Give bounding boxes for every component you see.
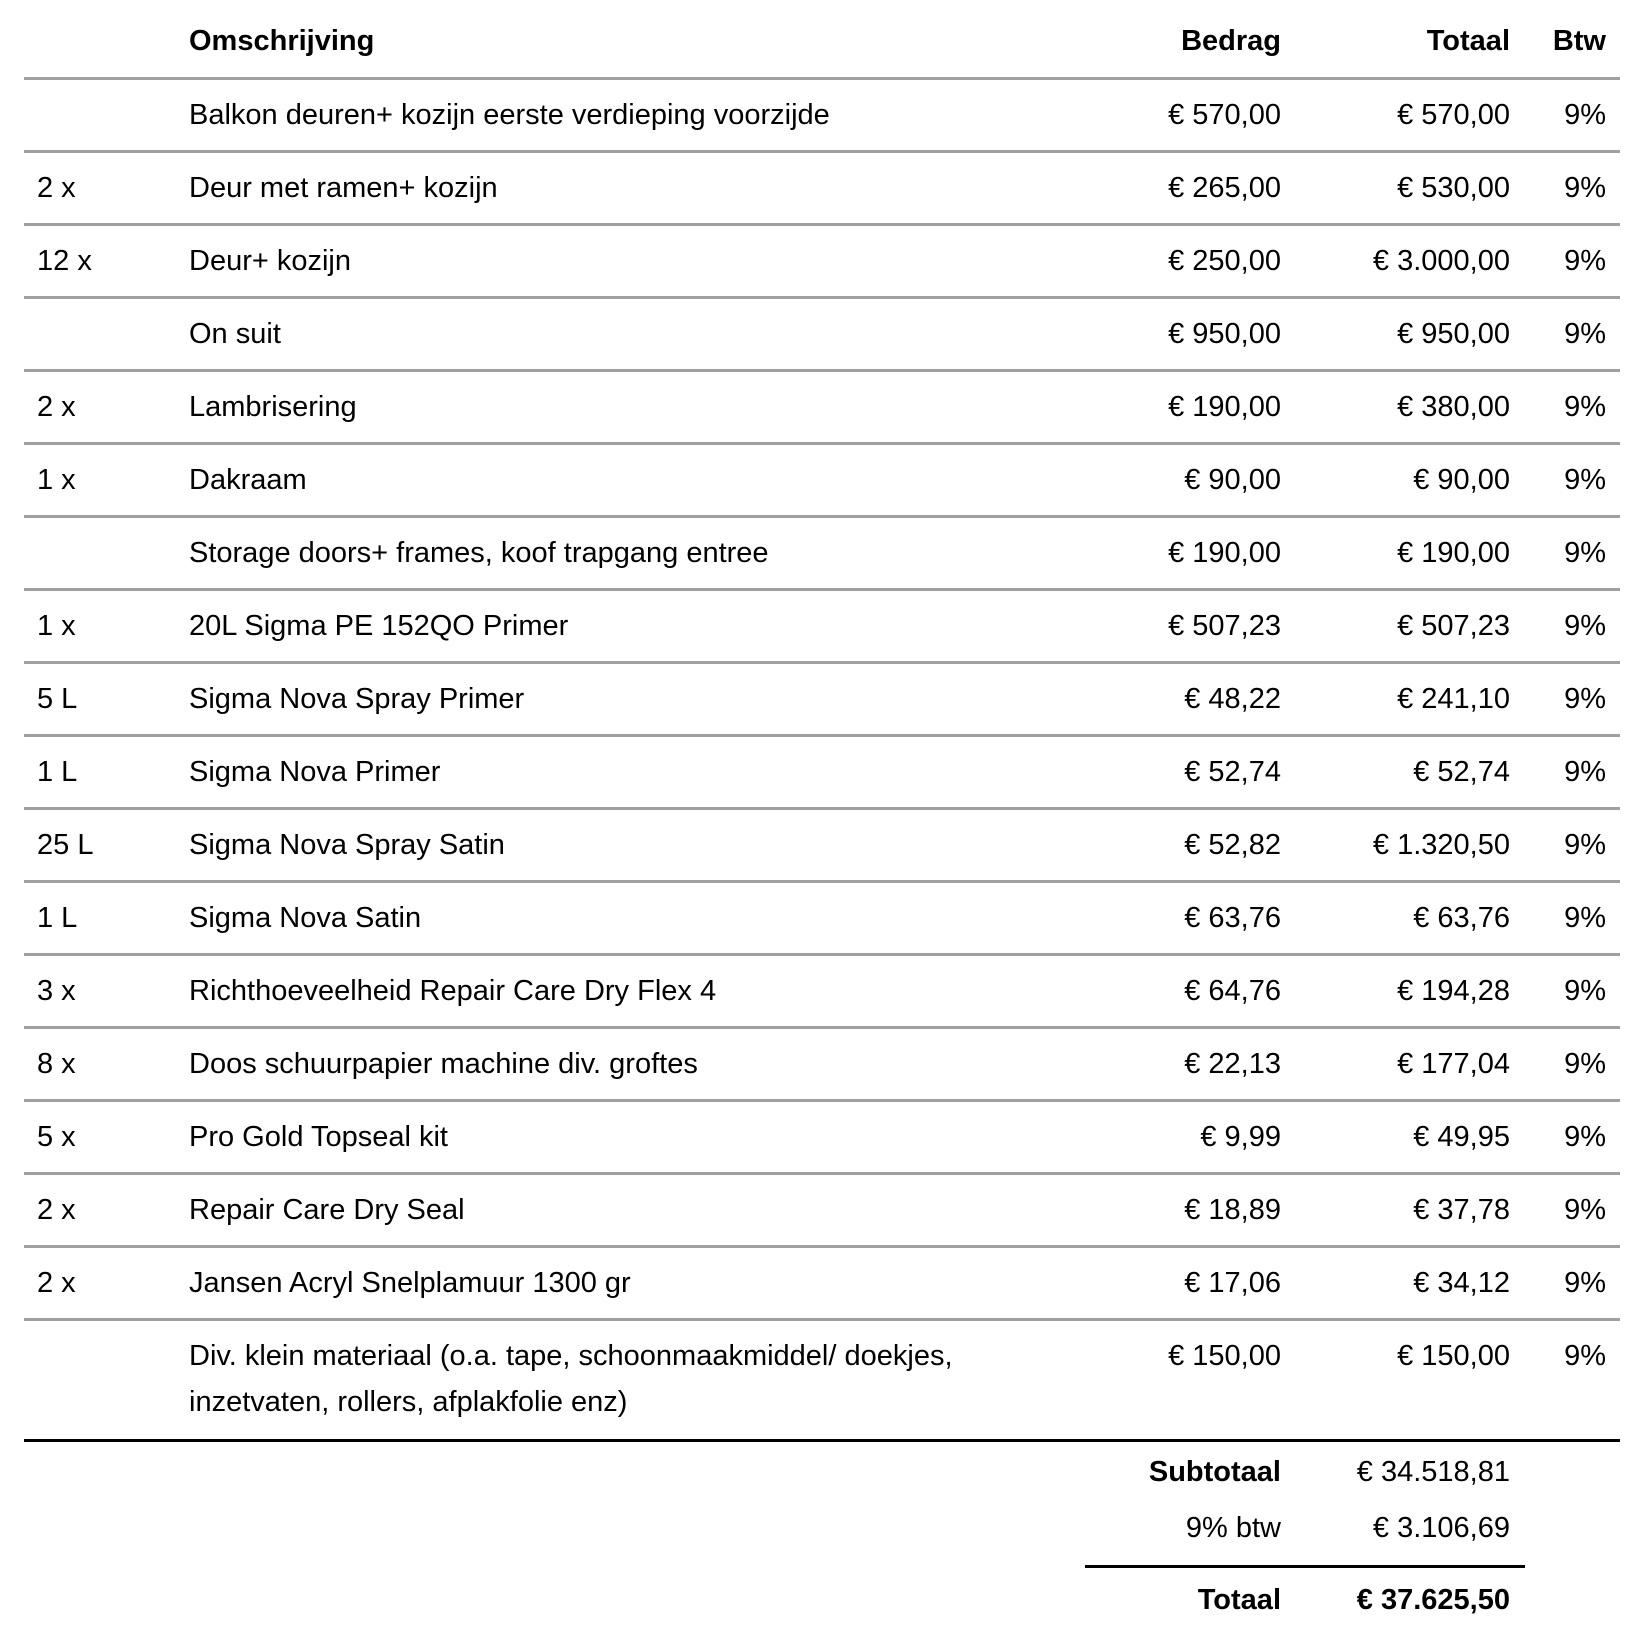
- row-amount: € 48,22: [1184, 683, 1281, 715]
- row-quantity: 2 x: [37, 1194, 76, 1226]
- header-amount: Bedrag: [1181, 25, 1281, 57]
- totals-divider: [1085, 1565, 1525, 1568]
- header-vat: Btw: [1552, 25, 1606, 57]
- table-row: [24, 1248, 1620, 1321]
- row-vat: 9%: [1564, 464, 1606, 496]
- subtotal-label: Subtotaal: [1148, 1456, 1281, 1488]
- table-row: [24, 956, 1620, 1029]
- row-description: Richthoeveelheid Repair Care Dry Flex 4: [189, 975, 717, 1007]
- table-row: [24, 1102, 1620, 1175]
- row-description: 20L Sigma PE 152QO Primer: [189, 610, 569, 642]
- row-vat: 9%: [1564, 610, 1606, 642]
- row-amount: € 150,00: [1168, 1340, 1281, 1372]
- row-description: Lambrisering: [189, 391, 357, 423]
- vat-label: 9% btw: [1185, 1512, 1281, 1544]
- row-total: € 52,74: [1413, 756, 1510, 788]
- row-amount: € 570,00: [1168, 99, 1281, 131]
- row-quantity: 3 x: [37, 975, 76, 1007]
- row-vat: 9%: [1564, 1121, 1606, 1153]
- row-amount: € 190,00: [1168, 391, 1281, 423]
- row-vat: 9%: [1564, 1194, 1606, 1226]
- table-row: [24, 153, 1620, 226]
- row-total: € 49,95: [1413, 1121, 1510, 1153]
- row-amount: € 22,13: [1184, 1048, 1281, 1080]
- vat-value: € 3.106,69: [1372, 1512, 1510, 1544]
- row-total: € 34,12: [1413, 1267, 1510, 1299]
- row-vat: 9%: [1564, 902, 1606, 934]
- row-total: € 380,00: [1397, 391, 1510, 423]
- row-total: € 37,78: [1413, 1194, 1510, 1226]
- row-description: Doos schuurpapier machine div. groftes: [189, 1048, 698, 1080]
- row-quantity: 2 x: [37, 1267, 76, 1299]
- table-row: [24, 737, 1620, 810]
- row-description: Deur+ kozijn: [189, 245, 351, 277]
- row-amount: € 64,76: [1184, 975, 1281, 1007]
- row-total: € 950,00: [1397, 318, 1510, 350]
- row-quantity: 5 x: [37, 1121, 76, 1153]
- row-amount: € 507,23: [1168, 610, 1281, 642]
- row-quantity: 2 x: [37, 172, 76, 204]
- totals-section: [24, 1440, 1620, 1628]
- row-total: € 570,00: [1397, 99, 1510, 131]
- table-row: [24, 80, 1620, 153]
- table-row: [24, 1029, 1620, 1102]
- subtotal-value: € 34.518,81: [1356, 1456, 1510, 1488]
- row-amount: € 9,99: [1200, 1121, 1281, 1153]
- row-vat: 9%: [1564, 99, 1606, 131]
- row-total: € 1.320,50: [1372, 829, 1510, 861]
- row-description: Sigma Nova Primer: [189, 756, 441, 788]
- row-amount: € 52,74: [1184, 756, 1281, 788]
- row-description: Sigma Nova Spray Satin: [189, 829, 505, 861]
- row-total: € 507,23: [1397, 610, 1510, 642]
- row-quantity: 2 x: [37, 391, 76, 423]
- row-description: On suit: [189, 318, 281, 350]
- row-total: € 63,76: [1413, 902, 1510, 934]
- total-value: € 37.625,50: [1356, 1584, 1510, 1616]
- row-quantity: 1 L: [37, 756, 78, 788]
- row-total: € 150,00: [1397, 1340, 1510, 1372]
- row-amount: € 265,00: [1168, 172, 1281, 204]
- row-description: Sigma Nova Satin: [189, 902, 422, 934]
- row-quantity: 1 x: [37, 610, 76, 642]
- table-row: [24, 591, 1620, 664]
- row-total: € 90,00: [1413, 464, 1510, 496]
- row-description: Pro Gold Topseal kit: [189, 1121, 448, 1153]
- header-total: Totaal: [1426, 25, 1510, 57]
- row-vat: 9%: [1564, 1267, 1606, 1299]
- row-total: € 241,10: [1397, 683, 1510, 715]
- row-amount: € 190,00: [1168, 537, 1281, 569]
- row-description: Balkon deuren+ kozijn eerste verdieping voorzijde: [189, 99, 830, 131]
- row-description: Repair Care Dry Seal: [189, 1194, 465, 1226]
- table-row: [24, 299, 1620, 372]
- table-row: [24, 883, 1620, 956]
- table-row: [24, 1175, 1620, 1248]
- table-row: [24, 1321, 1620, 1442]
- row-amount: € 17,06: [1184, 1267, 1281, 1299]
- row-vat: 9%: [1564, 1340, 1606, 1372]
- row-amount: € 18,89: [1184, 1194, 1281, 1226]
- table-row: [24, 372, 1620, 445]
- row-vat: 9%: [1564, 1048, 1606, 1080]
- row-vat: 9%: [1564, 172, 1606, 204]
- invoice-table: [24, 0, 1620, 1616]
- row-amount: € 90,00: [1184, 464, 1281, 496]
- row-vat: 9%: [1564, 537, 1606, 569]
- total-label: Totaal: [1197, 1584, 1281, 1616]
- table-row: [24, 810, 1620, 883]
- table-row: [24, 664, 1620, 737]
- row-vat: 9%: [1564, 391, 1606, 423]
- row-description: Deur met ramen+ kozijn: [189, 172, 498, 204]
- table-row: [24, 445, 1620, 518]
- row-description: Dakraam: [189, 464, 307, 496]
- row-quantity: 25 L: [37, 829, 94, 861]
- table-row: [24, 518, 1620, 591]
- row-amount: € 52,82: [1184, 829, 1281, 861]
- row-total: € 530,00: [1397, 172, 1510, 204]
- row-amount: € 63,76: [1184, 902, 1281, 934]
- row-amount: € 250,00: [1168, 245, 1281, 277]
- row-total: € 3.000,00: [1372, 245, 1510, 277]
- row-description: Jansen Acryl Snelplamuur 1300 gr: [189, 1267, 631, 1299]
- header-description: Omschrijving: [189, 25, 375, 57]
- row-quantity: 1 x: [37, 464, 76, 496]
- row-quantity: 5 L: [37, 683, 78, 715]
- row-quantity: 8 x: [37, 1048, 76, 1080]
- row-amount: € 950,00: [1168, 318, 1281, 350]
- row-quantity: 12 x: [37, 245, 92, 277]
- row-total: € 194,28: [1397, 975, 1510, 1007]
- row-description: Sigma Nova Spray Primer: [189, 683, 525, 715]
- row-total: € 177,04: [1397, 1048, 1510, 1080]
- row-vat: 9%: [1564, 245, 1606, 277]
- row-vat: 9%: [1564, 756, 1606, 788]
- row-total: € 190,00: [1397, 537, 1510, 569]
- table-header: [24, 0, 1620, 80]
- row-vat: 9%: [1564, 829, 1606, 861]
- table-row: [24, 226, 1620, 299]
- row-vat: 9%: [1564, 318, 1606, 350]
- row-vat: 9%: [1564, 975, 1606, 1007]
- row-vat: 9%: [1564, 683, 1606, 715]
- row-quantity: 1 L: [37, 902, 78, 934]
- row-description: Div. klein materiaal (o.a. tape, schoonmaakmiddel/ doekjes, inzetvaten, rollers, afplakfolie enz): [189, 1340, 953, 1418]
- row-description: Storage doors+ frames, koof trapgang entree: [189, 537, 769, 569]
